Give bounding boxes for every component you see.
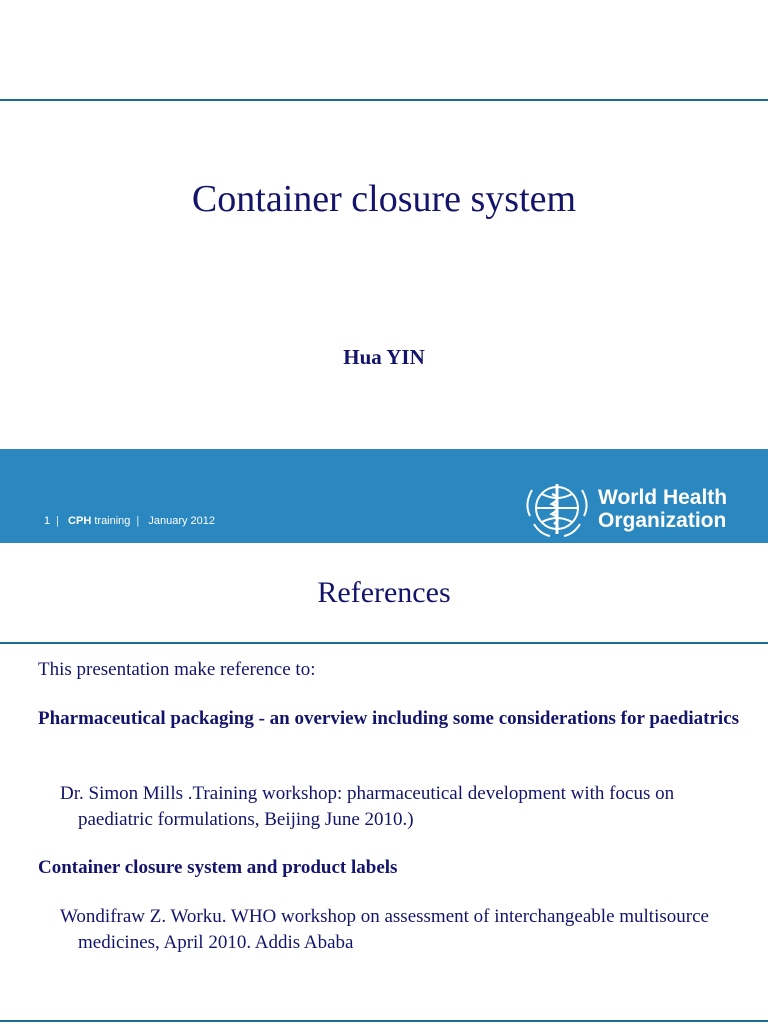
slide-references: [0, 545, 768, 1024]
references-intro: This presentation make reference to:: [38, 659, 316, 680]
author-name: Hua YIN: [343, 345, 425, 369]
reference-1-title: Pharmaceutical packaging - an overview including some considerations for paediatrics: [38, 708, 740, 729]
footer-date: January 2012: [148, 515, 216, 527]
who-emblem-icon: [520, 476, 594, 540]
page-number: 1: [44, 515, 51, 527]
bottom-rule: [0, 1020, 768, 1022]
references-title: References: [317, 576, 451, 609]
footer-caption: 1 | CPH training | January 2012: [44, 515, 216, 527]
footer-event: training: [94, 515, 131, 527]
who-wordmark-line2: Organization: [598, 509, 727, 532]
who-wordmark: [598, 486, 727, 532]
reference-2-title: Container closure system and product labels: [38, 857, 398, 878]
who-wordmark-line1: World Health: [598, 486, 728, 509]
top-rule: [0, 99, 768, 101]
footer-org: CPH: [68, 515, 92, 527]
slide-title-text: Container closure system: [191, 178, 577, 220]
reference-2-detail: Wondifraw Z. Worku. WHO workshop on assessment of interchangeable multisource medicines, April 2010. Addis Ababa: [60, 906, 709, 953]
reference-1-detail: Dr. Simon Mills .Training workshop: pharmaceutical development with focus on paediatric formulations, Beijing June 2010.): [60, 783, 675, 830]
references-rule: [0, 642, 768, 644]
